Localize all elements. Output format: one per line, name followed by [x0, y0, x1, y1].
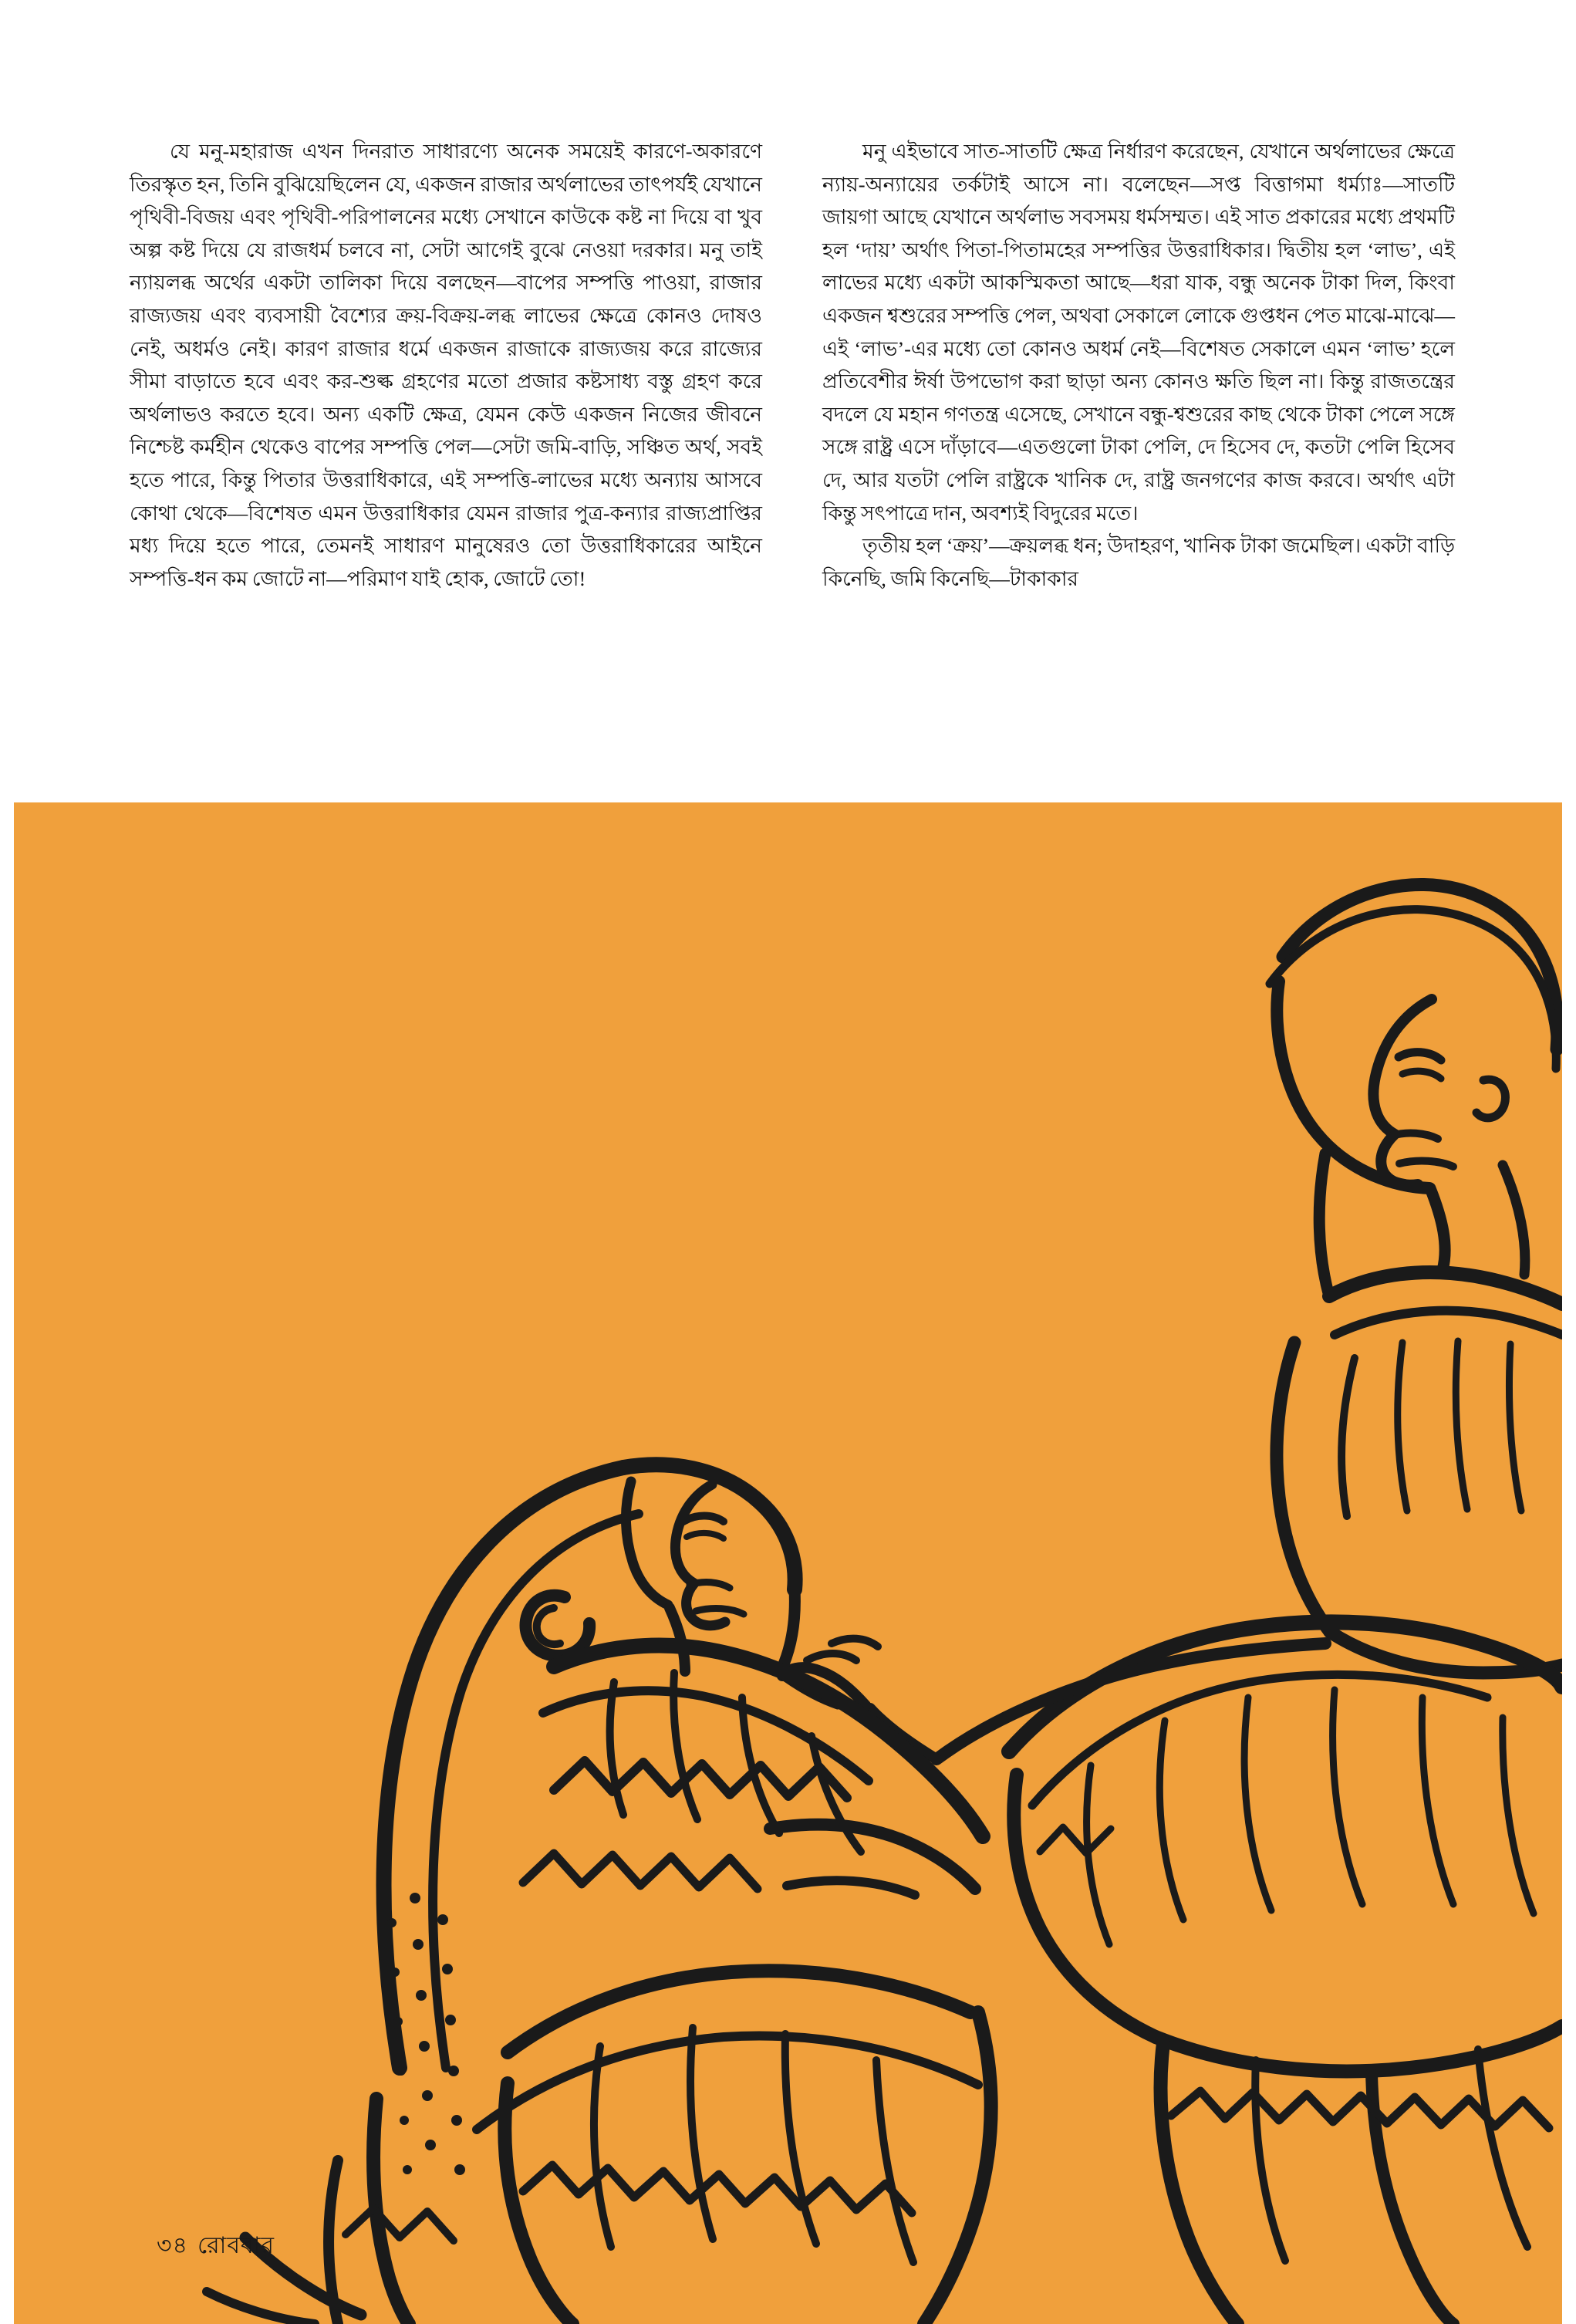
text-columns: [130, 135, 1483, 595]
folio-publication: রোববার: [197, 2233, 275, 2258]
folio-number: ৩৪: [157, 2233, 188, 2258]
text-column-left: [130, 135, 762, 595]
text-column-right: [822, 135, 1455, 595]
article-text-area: [0, 0, 1576, 799]
page-folio: [157, 2227, 275, 2266]
paragraph: তৃতীয় হল ‘ক্রয়’—ক্রয়লব্ধ ধন; উদাহরণ, খানিক টাকা জমেছিল। একটা বাড়ি কিনেছি, জমি কিনেছি—টাকাকার: [822, 534, 1455, 590]
paragraph: মনু এইভাবে সাত-সাতটি ক্ষেত্র নির্ধারণ করেছেন, যেখানে অর্থলাভের ক্ষেত্রে ন্যায়-অন্যায়ের তর্কটাই আসে না। বলেছেন—সপ্ত বিত্তাগমা ধর্ম্যাঃ—সাতটি জায়গা আছে যেখানে অর্থলাভ সবসময় ধর্মসম্মত। এই সাত প্রকারের মধ্যে প্রথমটি হল ‘দায়’ অর্থাৎ পিতা-পিতামহের সম্পত্তির উত্তরাধিকার। দ্বিতীয় হল ‘লাভ’, এই লাভের মধ্যে একটা আকস্মিকতা আছে—ধরা যাক, বন্ধু অনেক টাকা দিল, কিংবা একজন শ্বশুরের সম্পত্তি পেল, অথবা সেকালে লোকে গুপ্তধন পেত মাঝে-মাঝে—এই ‘লাভ’-এর মধ্যে তো কোনও অধর্ম নেই—বিশেষত সেকালে এমন ‘লাভ’ হলে প্রতিবেশীর ঈর্ষা উপভোগ করা ছাড়া অন্য কোনও ক্ষতি ছিল না। কিন্তু রাজতন্ত্রের বদলে যে মহান গণতন্ত্র এসেছে, সেখানে বন্ধু-শ্বশুরের কাছ থেকে টাকা পেলে সঙ্গে সঙ্গে রাষ্ট্র এসে দাঁড়াবে—এতগুলো টাকা পেলি, দে হিসেব দে, কতটা পেলি হিসেব দে, আর যতটা পেলি রাষ্ট্রকে খানিক দে, রাষ্ট্র জনগণের কাজ করবে। অর্থাৎ এটা কিন্তু সৎপাত্রে দান, অবশ্যই বিদুরের মতে।: [822, 140, 1455, 525]
illustration-artwork: [14, 802, 1562, 2324]
paragraph: যে মনু-মহারাজ এখন দিনরাত সাধারণ্যে অনেক সময়েই কারণে-অকারণে তিরস্কৃত হন, তিনি বুঝিয়েছিলেন যে, একজন রাজার অর্থলাভের তাৎপর্যই যেখানে পৃথিবী-বিজয় এবং পৃথিবী-পরিপালনের মধ্যে সেখানে কাউকে কষ্ট না দিয়ে বা খুব অল্প কষ্ট দিয়ে যে রাজধর্ম চলবে না, সেটা আগেই বুঝে নেওয়া দরকার। মনু তাই ন্যায়লব্ধ অর্থের একটা তালিকা দিয়ে বলছেন—বাপের সম্পত্তি পাওয়া, রাজার রাজ্যজয় এবং ব্যবসায়ী বৈশ্যের ক্রয়-বিক্রয়-লব্ধ লাভের ক্ষেত্রে কোনও দোষও নেই, অধর্মও নেই। কারণ রাজার ধর্মে একজন রাজাকে রাজ্যজয় করে রাজ্যের সীমা বাড়াতে হবে এবং কর-শুল্ক গ্রহণের মতো প্রজার কষ্টসাধ্য বস্তু গ্রহণ করে অর্থলাভও করতে হবে। অন্য একটি ক্ষেত্র, যেমন কেউ একজন নিজের জীবনে নিশ্চেষ্ট কর্মহীন থেকেও বাপের সম্পত্তি পেল—সেটা জমি-বাড়ি, সঞ্চিত অর্থ, সবই হতে পারে, কিন্তু পিতার উত্তরাধিকারে, এই সম্পত্তি-লাভের মধ্যে অন্যায় আসবে কোথা থেকে—বিশেষত এমন উত্তরাধিকার যেমন রাজার পুত্র-কন্যার রাজ্যপ্রাপ্তির মধ্য দিয়ে হতে পারে, তেমনই সাধারণ মানুষেরও তো উত্তরাধিকারের আইনে সম্পত্তি-ধন কম জোটে না—পরিমাণ যাই হোক, জোটে তো!: [130, 140, 762, 590]
illustration-two-women: [14, 802, 1562, 2324]
